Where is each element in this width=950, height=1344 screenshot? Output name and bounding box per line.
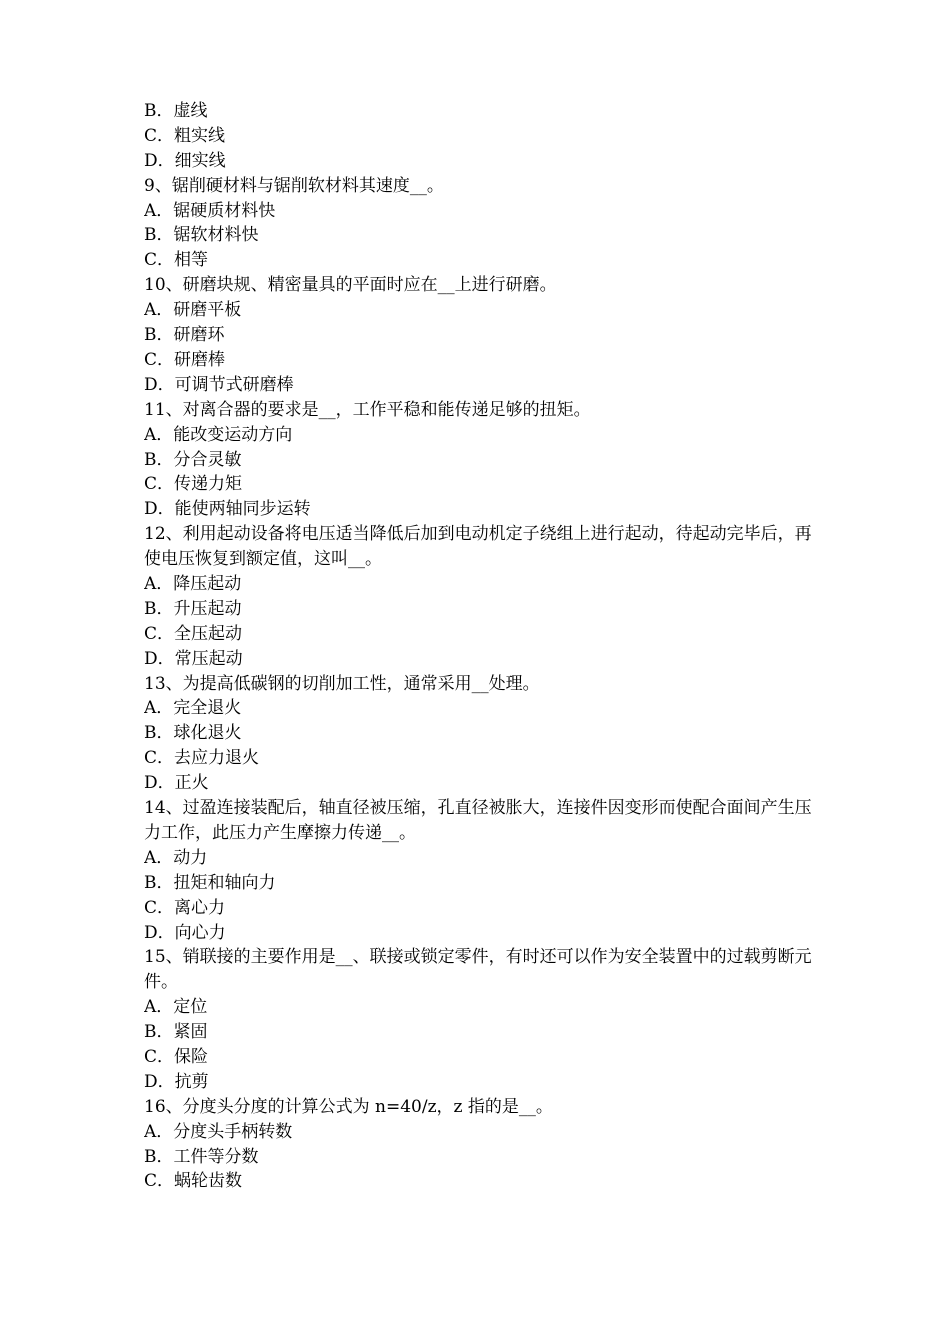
question-16: [144, 1095, 824, 1195]
option-line: D．向心力: [144, 922, 226, 943]
option-line: A．定位: [144, 997, 208, 1018]
question-13: [144, 672, 824, 796]
option-line: A．动力: [144, 847, 208, 868]
question-stem: 16、分度头分度的计算公式为 n=40/z，z 指的是__。: [144, 1096, 553, 1117]
option-line: B．扭矩和轴向力: [144, 872, 276, 893]
question-10: [144, 273, 824, 397]
question-9: [144, 174, 824, 274]
question-11: [144, 398, 824, 522]
option-line: C．去应力退火: [144, 748, 260, 769]
question-stem: 13、为提高低碳钢的切削加工性，通常采用__处理。: [144, 673, 540, 694]
question-12: [144, 522, 824, 671]
question-stem: 10、研磨块规、精密量具的平面时应在__上进行研磨。: [144, 275, 557, 296]
option-line: B．锯软材料快: [144, 225, 259, 246]
option-line: B．工件等分数: [144, 1146, 259, 1167]
option-line: D．细实线: [144, 150, 226, 171]
option-line: B．虚线: [144, 101, 208, 121]
option-line: D．抗剪: [144, 1071, 209, 1092]
option-line: C．研磨棒: [144, 349, 226, 370]
option-line: B．球化退火: [144, 723, 242, 744]
option-line: A．完全退火: [144, 698, 242, 719]
option-line: C．相等: [144, 250, 209, 271]
option-line: B．研磨环: [144, 325, 225, 346]
option-line: B．升压起动: [144, 598, 242, 619]
option-line: D．能使两轴同步运转: [144, 499, 311, 520]
option-line: D．正火: [144, 773, 209, 794]
option-line: B．紧固: [144, 1022, 208, 1043]
option-line: D．常压起动: [144, 648, 243, 669]
option-line: D．可调节式研磨棒: [144, 374, 294, 395]
option-line: C．保险: [144, 1047, 209, 1067]
option-line: A．能改变运动方向: [144, 424, 293, 445]
question-stem: 9、锯削硬材料与锯削软材料其速度__。: [144, 175, 444, 196]
option-line: B．分合灵敏: [144, 449, 242, 470]
question-stem: 15、销联接的主要作用是__、联接或锁定零件，有时还可以作为安全装置中的过载剪断元件。: [144, 947, 812, 993]
option-line: A．锯硬质材料快: [144, 200, 276, 221]
document-page: [144, 99, 824, 1194]
option-line: A．降压起动: [144, 574, 242, 594]
option-line: C．粗实线: [144, 125, 226, 146]
option-line: C．全压起动: [144, 623, 243, 644]
option-line: C．蜗轮齿数: [144, 1171, 243, 1192]
question-stem: 11、对离合器的要求是__，工作平稳和能传递足够的扭矩。: [144, 399, 591, 420]
question-stem: 14、过盈连接装配后，轴直径被压缩，孔直径被胀大，连接件因变形而使配合面间产生压力工作，此压力产生摩擦力传递__。: [144, 798, 812, 843]
option-line: A．分度头手柄转数: [144, 1121, 293, 1142]
question-stem: 12、利用起动设备将电压适当降低后加到电动机定子绕组上进行起动，待起动完毕后，再使电压恢复到额定值，这叫__。: [144, 524, 812, 570]
option-line: A．研磨平板: [144, 300, 242, 321]
option-line: C．传递力矩: [144, 474, 243, 495]
option-line: C．离心力: [144, 897, 226, 918]
question-15: [144, 945, 824, 1094]
question-14: [144, 796, 824, 945]
